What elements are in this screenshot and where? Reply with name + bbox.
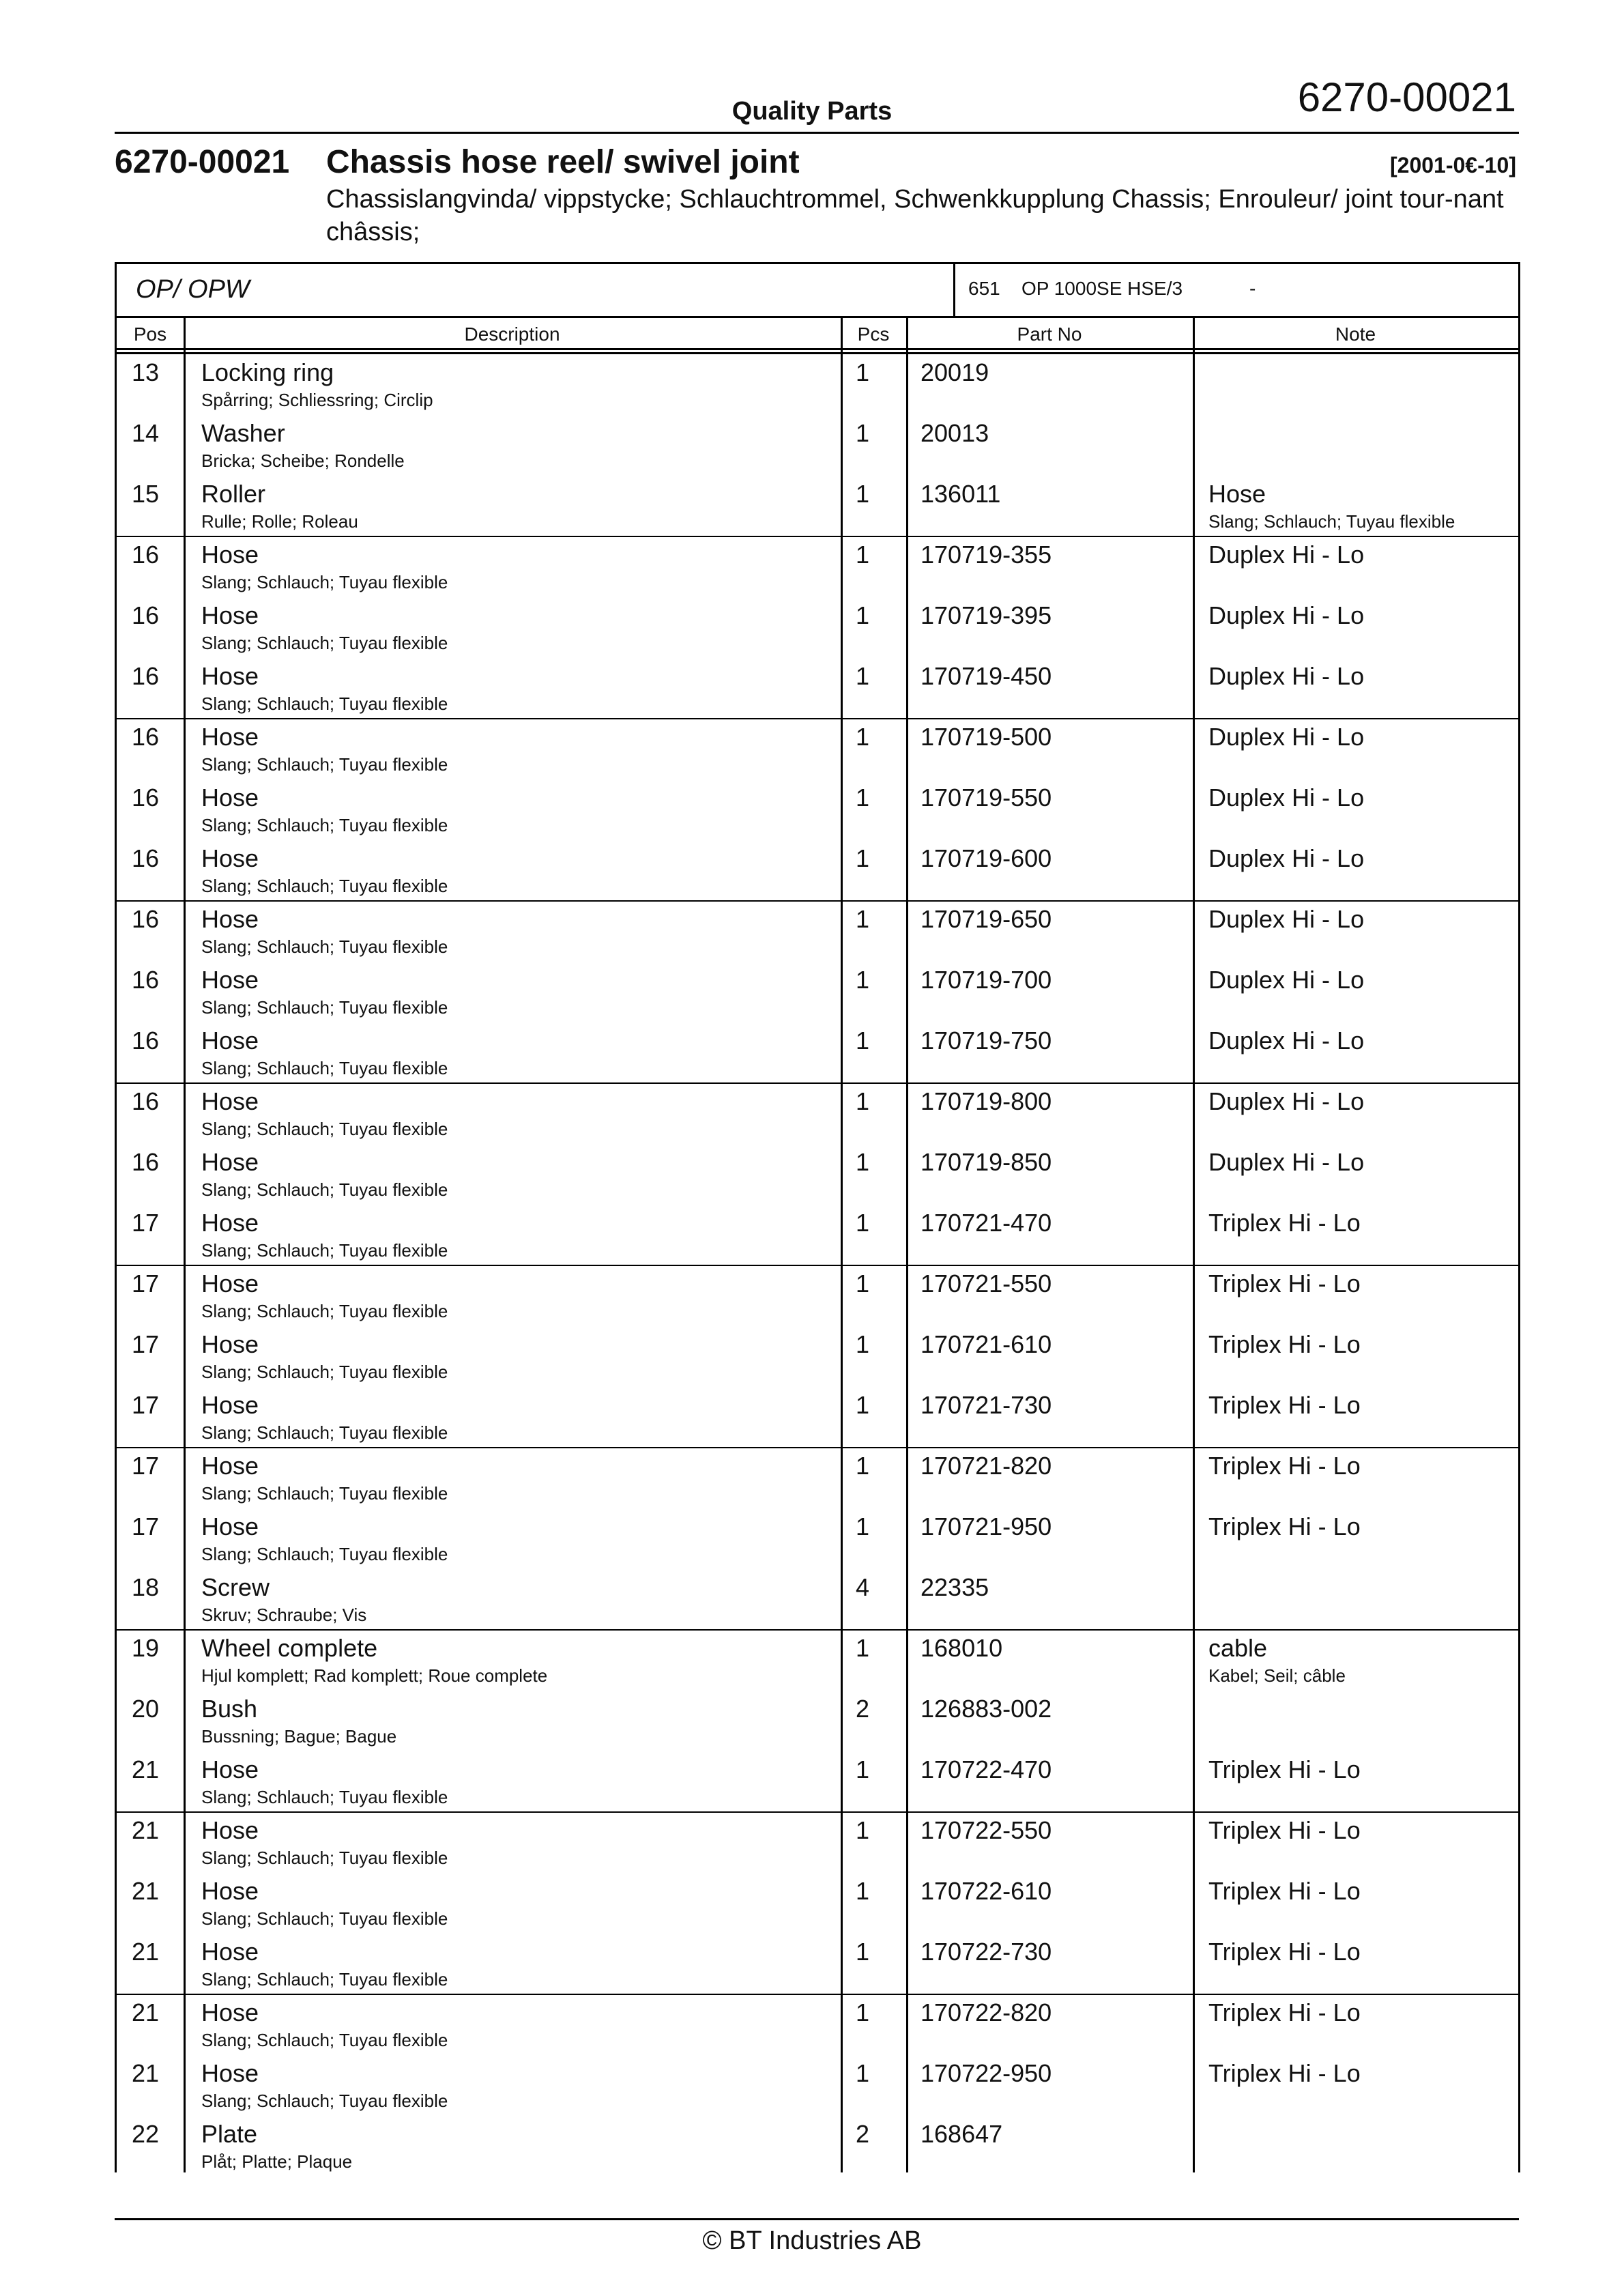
row-translation: Bussning; Bague; Bague (201, 1726, 397, 1747)
table-row (117, 1387, 1518, 1448)
row-pos: 16 (132, 723, 160, 751)
row-pos: 17 (132, 1269, 160, 1297)
row-pos: 16 (132, 601, 160, 629)
row-translation: Slang; Schlauch; Tuyau flexible (201, 997, 448, 1018)
row-pos: 21 (132, 1938, 160, 1966)
row-translation: Slang; Schlauch; Tuyau flexible (201, 1908, 448, 1929)
table-row (117, 719, 1518, 779)
row-part-no: 170719-355 (920, 541, 1052, 569)
row-description: Hose (201, 1877, 259, 1905)
row-pcs: 1 (856, 1330, 870, 1358)
row-description: Hose (201, 1755, 259, 1783)
row-description: Hose (201, 723, 259, 751)
row-pcs: 1 (856, 1391, 870, 1419)
row-pcs: 1 (856, 1087, 870, 1115)
row-part-no: 170719-850 (920, 1148, 1052, 1176)
row-description: Hose (201, 662, 259, 690)
row-translation: Slang; Schlauch; Tuyau flexible (201, 2030, 448, 2050)
row-note: Triplex Hi - Lo (1208, 1938, 1361, 1966)
row-description: Locking ring (201, 358, 334, 386)
row-note: Triplex Hi - Lo (1208, 1755, 1361, 1783)
row-pcs: 1 (856, 1877, 870, 1905)
table-row (117, 415, 1518, 476)
row-note: Duplex Hi - Lo (1208, 844, 1365, 872)
header-title: Quality Parts (731, 97, 893, 126)
row-pos: 21 (132, 2059, 160, 2087)
row-part-no: 170719-500 (920, 723, 1052, 751)
row-note: Triplex Hi - Lo (1208, 1877, 1361, 1905)
row-translation: Slang; Schlauch; Tuyau flexible (201, 754, 448, 775)
row-pos: 16 (132, 1027, 160, 1054)
row-pos: 21 (132, 1998, 160, 2026)
table-row (117, 1265, 1518, 1326)
table-row (117, 1448, 1518, 1508)
row-note: Triplex Hi - Lo (1208, 1209, 1361, 1237)
row-translation: Slang; Schlauch; Tuyau flexible (201, 1787, 448, 1807)
row-description: Hose (201, 1512, 259, 1540)
row-pos: 17 (132, 1209, 160, 1237)
model-bar (117, 264, 1518, 318)
row-note: Triplex Hi - Lo (1208, 1391, 1361, 1419)
col-pcs-header: Pcs (857, 324, 890, 345)
row-translation: Slang; Schlauch; Tuyau flexible (201, 1544, 448, 1564)
row-description: Washer (201, 419, 285, 447)
row-translation: Skruv; Schraube; Vis (201, 1605, 367, 1625)
title-date: [2001-0€-10] (1390, 153, 1516, 177)
row-note: Duplex Hi - Lo (1208, 1027, 1365, 1054)
row-pos: 16 (132, 844, 160, 872)
row-part-no: 20013 (920, 419, 989, 447)
footer-copyright: © BT Industries AB (702, 2226, 922, 2255)
row-description: Hose (201, 1816, 259, 1844)
row-pcs: 1 (856, 844, 870, 872)
row-part-no: 170721-550 (920, 1269, 1052, 1297)
table-row (117, 476, 1518, 536)
row-pos: 21 (132, 1816, 160, 1844)
row-part-no: 170719-700 (920, 966, 1052, 994)
row-translation: Slang; Schlauch; Tuyau flexible (201, 1483, 448, 1504)
row-translation: Slang; Schlauch; Tuyau flexible (201, 1362, 448, 1382)
row-part-no: 170719-750 (920, 1027, 1052, 1054)
table-row (117, 1994, 1518, 2055)
title-translations: Chassislangvinda/ vippstycke; Schlauchtrommel, Schwenkkupplung Chassis; Enrouleur/ joint tour-nant châssis; (326, 185, 1504, 246)
row-pcs: 1 (856, 662, 870, 690)
row-pcs: 1 (856, 905, 870, 933)
row-pos: 15 (132, 480, 160, 508)
row-pcs: 2 (856, 2120, 870, 2148)
row-note: Hose (1208, 480, 1266, 508)
row-pcs: 4 (856, 1573, 870, 1601)
row-translation: Slang; Schlauch; Tuyau flexible (201, 572, 448, 592)
table-row (117, 354, 1518, 415)
row-note: Duplex Hi - Lo (1208, 1148, 1365, 1176)
table-row (117, 1630, 1518, 1691)
row-pos: 17 (132, 1452, 160, 1480)
row-pcs: 1 (856, 784, 870, 812)
row-pcs: 1 (856, 1148, 870, 1176)
row-translation: Slang; Schlauch; Tuyau flexible (201, 1058, 448, 1078)
row-pos: 21 (132, 1755, 160, 1783)
row-description: Hose (201, 541, 259, 569)
row-part-no: 170719-600 (920, 844, 1052, 872)
row-translation: Spårring; Schliessring; Circlip (201, 390, 433, 410)
row-pcs: 1 (856, 419, 870, 447)
row-part-no: 168647 (920, 2120, 1003, 2148)
row-description: Hose (201, 1998, 259, 2026)
table-header (117, 318, 1518, 350)
row-note: Triplex Hi - Lo (1208, 1452, 1361, 1480)
model-code: 651 (968, 278, 1000, 299)
row-description: Hose (201, 1209, 259, 1237)
row-description: Hose (201, 1452, 259, 1480)
row-description: Hose (201, 966, 259, 994)
row-part-no: 126883-002 (920, 1695, 1052, 1723)
header-rule (115, 132, 1519, 134)
row-note: Duplex Hi - Lo (1208, 905, 1365, 933)
row-pos: 16 (132, 1148, 160, 1176)
table-row (117, 1812, 1518, 1873)
row-note: Duplex Hi - Lo (1208, 601, 1365, 629)
table-row (117, 1873, 1518, 1934)
row-part-no: 22335 (920, 1573, 989, 1601)
row-pos: 14 (132, 419, 160, 447)
row-translation: Slang; Schlauch; Tuyau flexible (201, 2091, 448, 2111)
row-translation: Slang; Schlauch; Tuyau flexible (201, 1848, 448, 1868)
row-translation: Slang; Schlauch; Tuyau flexible (201, 1969, 448, 1990)
row-note: Triplex Hi - Lo (1208, 1998, 1361, 2026)
row-pos: 17 (132, 1330, 160, 1358)
col-description-header: Description (464, 324, 560, 345)
row-pos: 17 (132, 1512, 160, 1540)
row-part-no: 170722-610 (920, 1877, 1052, 1905)
row-part-no: 170721-950 (920, 1512, 1052, 1540)
row-translation: Slang; Schlauch; Tuyau flexible (201, 1422, 448, 1443)
row-translation: Plåt; Platte; Plaque (201, 2151, 353, 2172)
row-pcs: 1 (856, 1816, 870, 1844)
row-note: Duplex Hi - Lo (1208, 784, 1365, 812)
table-row (117, 658, 1518, 719)
row-description: Hose (201, 784, 259, 812)
row-note-translation: Slang; Schlauch; Tuyau flexible (1208, 511, 1455, 532)
row-part-no: 168010 (920, 1634, 1003, 1662)
row-description: Hose (201, 601, 259, 629)
row-pcs: 1 (856, 1269, 870, 1297)
row-part-no: 170719-450 (920, 662, 1052, 690)
table-row (117, 1691, 1518, 1751)
row-translation: Slang; Schlauch; Tuyau flexible (201, 815, 448, 835)
table-row (117, 901, 1518, 962)
row-part-no: 170722-470 (920, 1755, 1052, 1783)
row-note: Triplex Hi - Lo (1208, 1330, 1361, 1358)
row-pos: 22 (132, 2120, 160, 2148)
row-part-no: 136011 (920, 480, 1001, 508)
row-pos: 16 (132, 905, 160, 933)
row-pcs: 1 (856, 1027, 870, 1054)
table-row (117, 597, 1518, 658)
row-pos: 16 (132, 541, 160, 569)
table-row (117, 1751, 1518, 1812)
row-translation: Bricka; Scheibe; Rondelle (201, 450, 405, 471)
row-translation: Slang; Schlauch; Tuyau flexible (201, 1179, 448, 1200)
row-note: Duplex Hi - Lo (1208, 1087, 1365, 1115)
row-description: Hose (201, 905, 259, 933)
row-translation: Slang; Schlauch; Tuyau flexible (201, 936, 448, 957)
row-part-no: 170721-470 (920, 1209, 1052, 1237)
table-row (117, 1144, 1518, 1205)
header-doc-number: 6270-00021 (1297, 74, 1516, 120)
row-pos: 21 (132, 1877, 160, 1905)
row-translation: Rulle; Rolle; Roleau (201, 511, 358, 532)
row-description: Hose (201, 1027, 259, 1054)
row-description: Hose (201, 1330, 259, 1358)
row-note: Triplex Hi - Lo (1208, 1269, 1361, 1297)
row-note: Triplex Hi - Lo (1208, 2059, 1361, 2087)
row-part-no: 170722-730 (920, 1938, 1052, 1966)
table-row (117, 1083, 1518, 1144)
row-note: Duplex Hi - Lo (1208, 966, 1365, 994)
row-pcs: 1 (856, 480, 870, 508)
row-translation: Slang; Schlauch; Tuyau flexible (201, 1301, 448, 1321)
row-description: Roller (201, 480, 266, 508)
col-note-header: Note (1335, 324, 1376, 345)
footer-rule (115, 2218, 1519, 2220)
row-description: Plate (201, 2120, 258, 2148)
title-code: 6270-00021 (115, 144, 290, 180)
row-part-no: 170721-730 (920, 1391, 1052, 1419)
row-translation: Slang; Schlauch; Tuyau flexible (201, 1240, 448, 1261)
row-note: cable (1208, 1634, 1268, 1662)
row-translation: Slang; Schlauch; Tuyau flexible (201, 876, 448, 896)
row-pcs: 1 (856, 1755, 870, 1783)
model-label: OP/ OPW (136, 275, 250, 304)
table-row (117, 1934, 1518, 1994)
row-pcs: 1 (856, 358, 870, 386)
table-row (117, 1326, 1518, 1387)
row-note: Duplex Hi - Lo (1208, 662, 1365, 690)
table-row (117, 1205, 1518, 1265)
row-pcs: 1 (856, 723, 870, 751)
model-dash: - (1249, 278, 1256, 299)
row-description: Hose (201, 844, 259, 872)
row-description: Hose (201, 1391, 259, 1419)
table-row (117, 1569, 1518, 1630)
row-note-translation: Kabel; Seil; câble (1208, 1665, 1346, 1686)
row-description: Screw (201, 1573, 270, 1601)
row-part-no: 170719-550 (920, 784, 1052, 812)
row-pos: 16 (132, 662, 160, 690)
page-title: Chassis hose reel/ swivel joint (326, 144, 800, 180)
row-note: Triplex Hi - Lo (1208, 1512, 1361, 1540)
row-pos: 16 (132, 966, 160, 994)
row-part-no: 170722-950 (920, 2059, 1052, 2087)
table-row (117, 536, 1518, 597)
table-row (117, 2055, 1518, 2116)
row-part-no: 170721-610 (920, 1330, 1052, 1358)
row-part-no: 170719-395 (920, 601, 1052, 629)
row-pcs: 1 (856, 1938, 870, 1966)
row-description: Hose (201, 1269, 259, 1297)
table-row (117, 1508, 1518, 1569)
row-pos: 18 (132, 1573, 160, 1601)
row-pos: 16 (132, 1087, 160, 1115)
row-translation: Slang; Schlauch; Tuyau flexible (201, 633, 448, 653)
model-name: OP 1000SE HSE/3 (1021, 278, 1183, 299)
row-translation: Slang; Schlauch; Tuyau flexible (201, 693, 448, 714)
parts-table (115, 262, 1520, 2172)
row-description: Hose (201, 2059, 259, 2087)
row-pcs: 1 (856, 541, 870, 569)
row-pcs: 1 (856, 1209, 870, 1237)
row-translation: Hjul komplett; Rad komplett; Roue complete (201, 1665, 548, 1686)
table-row (117, 779, 1518, 840)
row-pcs: 1 (856, 601, 870, 629)
row-description: Hose (201, 1148, 259, 1176)
row-pcs: 1 (856, 1452, 870, 1480)
row-part-no: 170719-800 (920, 1087, 1052, 1115)
row-pcs: 1 (856, 1998, 870, 2026)
row-pcs: 2 (856, 1695, 870, 1723)
row-pos: 20 (132, 1695, 160, 1723)
row-part-no: 170719-650 (920, 905, 1052, 933)
row-description: Hose (201, 1938, 259, 1966)
row-note: Triplex Hi - Lo (1208, 1816, 1361, 1844)
row-pos: 13 (132, 358, 160, 386)
model-divider (953, 264, 955, 316)
col-partno-header: Part No (1017, 324, 1082, 345)
row-note: Duplex Hi - Lo (1208, 541, 1365, 569)
col-pos-header: Pos (133, 324, 167, 345)
row-part-no: 170721-820 (920, 1452, 1052, 1480)
row-description: Wheel complete (201, 1634, 378, 1662)
table-row (117, 840, 1518, 901)
row-note: Duplex Hi - Lo (1208, 723, 1365, 751)
row-pcs: 1 (856, 2059, 870, 2087)
table-row (117, 1022, 1518, 1083)
row-pos: 19 (132, 1634, 160, 1662)
row-part-no: 170722-550 (920, 1816, 1052, 1844)
row-description: Bush (201, 1695, 258, 1723)
row-part-no: 20019 (920, 358, 989, 386)
row-pcs: 1 (856, 1512, 870, 1540)
row-pcs: 1 (856, 966, 870, 994)
row-pos: 16 (132, 784, 160, 812)
row-description: Hose (201, 1087, 259, 1115)
table-row (117, 2116, 1518, 2177)
row-part-no: 170722-820 (920, 1998, 1052, 2026)
row-pos: 17 (132, 1391, 160, 1419)
row-translation: Slang; Schlauch; Tuyau flexible (201, 1119, 448, 1139)
row-pcs: 1 (856, 1634, 870, 1662)
table-row (117, 962, 1518, 1022)
